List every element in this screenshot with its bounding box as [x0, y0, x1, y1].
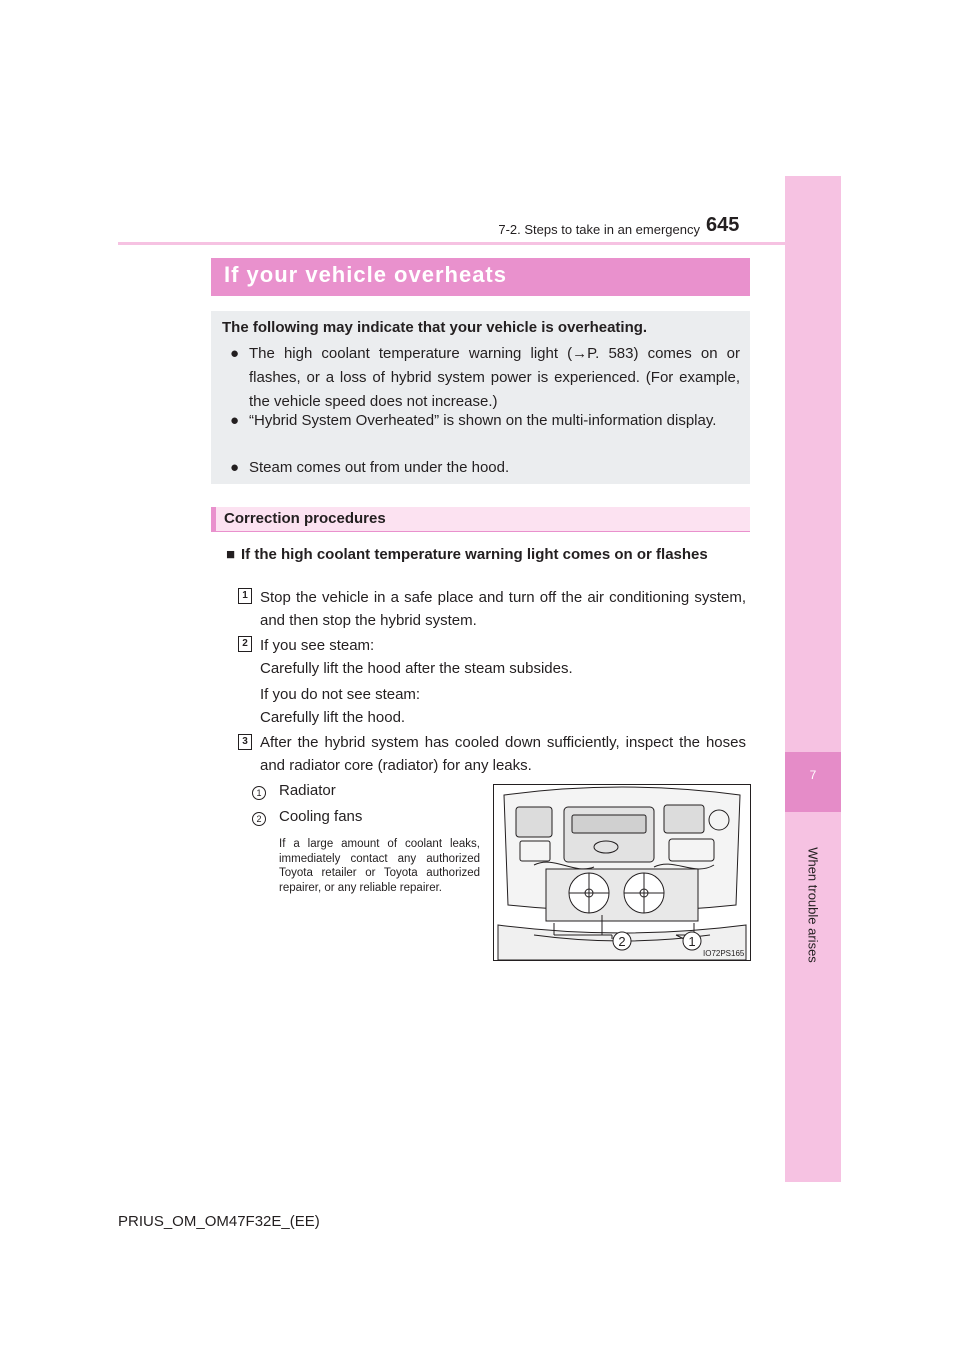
engine-compartment-figure [493, 784, 751, 961]
item-2-number-icon: 2 [252, 812, 266, 826]
coolant-leak-note: If a large amount of coolant leaks, immediately contact any authorized Toyota retailer or Toyota authorized repairer, or any reliable repairer. [279, 838, 480, 894]
chapter-side-tab [785, 176, 841, 1182]
procedure-subheading: ■ If the high coolant temperature warning light comes on or flashes [226, 543, 746, 567]
chapter-title: When trouble arises [805, 847, 821, 963]
callout-2-label: 2 [618, 934, 626, 949]
callout-1-label: 1 [688, 934, 696, 949]
item-2-label: Cooling fans [279, 808, 363, 825]
indicator-bullet-2: ● “Hybrid System Overheated” is shown on the multi-information display. [230, 409, 740, 433]
step-2-badge: 2 [238, 636, 252, 652]
indicator-bullet-3: ● Steam comes out from under the hood. [230, 456, 740, 480]
header-rule [118, 242, 841, 245]
bullet-dot-icon: ● [230, 459, 240, 476]
section-title: 7-2. Steps to take in an emergency [498, 222, 700, 237]
step-2-line-3: If you do not see steam: [260, 686, 421, 703]
square-bullet-icon: ■ [226, 546, 236, 563]
chapter-number: 7 [809, 768, 817, 782]
document-code: PRIUS_OM_OM47F32E_(EE) [118, 1213, 320, 1230]
step-3-text: After the hybrid system has cooled down sufficiently, inspect the hoses and radiator core (radiator) for any leaks. [260, 734, 746, 774]
step-1-text: Stop the vehicle in a safe place and turn off the air conditioning system, and then stop the hybrid system. [260, 589, 746, 629]
bullet-dot-icon: ● [230, 345, 240, 362]
step-2-line-2: Carefully lift the hood after the steam subsides. [260, 660, 573, 677]
chapter-number-box [785, 752, 841, 812]
item-1-number-icon: 1 [252, 786, 266, 800]
correction-heading-rule [211, 531, 750, 532]
page-title: If your vehicle overheats [224, 262, 507, 287]
indicator-bullet-1: ● The high coolant temperature warning light (→P. 583) comes on or flashes, or a loss of hybrid system power is experienced. (For example, the vehicle speed does not increase.) [230, 342, 740, 414]
page-number: 645 [706, 214, 740, 236]
step-2-line-1: If you see steam: [260, 637, 375, 654]
correction-heading: Correction procedures [224, 510, 386, 527]
correction-heading-accent [211, 507, 216, 532]
step-2-line-4: Carefully lift the hood. [260, 709, 406, 726]
indicators-intro: The following may indicate that your vehicle is overheating. [222, 319, 648, 336]
bullet-dot-icon: ● [230, 412, 240, 429]
figure-code: IO72PS165 [703, 949, 745, 958]
step-3-badge: 3 [238, 734, 252, 750]
step-1-badge: 1 [238, 588, 252, 604]
engine-compartment-illustration [494, 785, 750, 960]
item-1-label: Radiator [279, 782, 336, 799]
